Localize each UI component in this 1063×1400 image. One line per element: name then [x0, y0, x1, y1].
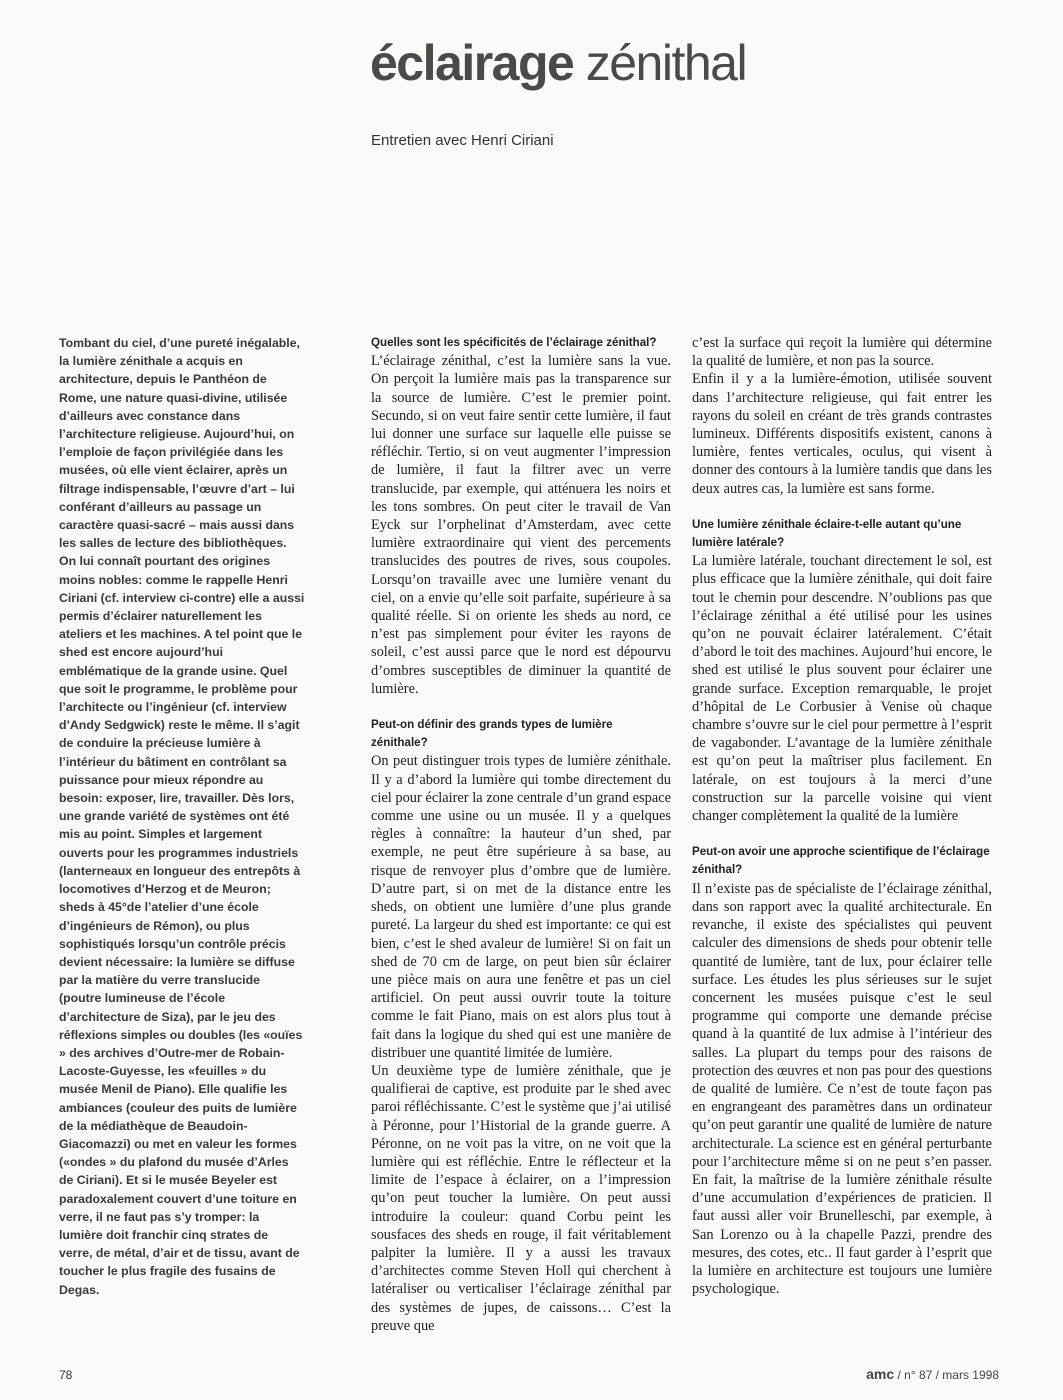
question-grands-types: Peut-on définir des grands types de lumière zénithale?: [371, 718, 613, 750]
answer-paragraph: c’est la surface qui reçoit la lumière qui détermine la qualité de lumière, et non pas la source.: [692, 335, 992, 370]
answer-paragraph: L’éclairage zénithal, c’est la lumière sans la vue. On perçoit la lumière mais pas la transparence sur la source de lumière. C’est le premier point. Secundo, si on veut faire sentir cette lumière, il faut lui donner une surface sur laquelle elle puisse se réfléchir. Tertio, si on veut augmenter l’impression de lumière, il faut la filtrer avec un verre translucide, par exemple, qui atténuera les noirs et les tons sombres. On peut citer le travail de Van Eyck sur l’orphelinat d’Amsterdam, avec cette lumière extraordinaire qui vient des percements translucides des poutres de rives, sous coupoles. Lorsqu’on travaille avec une lumière venant du ciel, on a envie qu’elle soit parfaite, supérieure à sa qualité réelle. Si on oriente les sheds au nord, ce n’est pas simplement pour éviter les rayons de soleil, c’est aussi parce que le nord est dépourvu d’ombres susceptibles de diminuer la quantité de lumière.: [371, 353, 671, 697]
column-3: [692, 334, 992, 1298]
magazine-name: amc: [866, 1366, 895, 1382]
column-2: [371, 334, 671, 1335]
answer-paragraph: Enfin il y a la lumière-émotion, utilisée souvent dans l’architecture religieuse, qui fait entrer les rayons du soleil en créant de très grands contrastes lumineux. Différents dispositifs existent, canons à lumière, fentes verticales, oculus, qui visent à donner des contours à la lumière tandis que dans les deux autres cas, la lumière est sans forme.: [692, 371, 992, 497]
article-title: [370, 35, 747, 91]
page-number: 78: [59, 1368, 73, 1382]
answer-paragraph: Il n’existe pas de spécialiste de l’éclairage zénithal, dans son rapport avec la qualité architecturale. En revanche, il existe des spécialistes qui peuvent calculer des dimensions de sheds pour obtenir telle quantité de lumière, tant de lux, pour éclairer telle surface. Les études les plus sérieuses sur le sujet concernent les musées puisque c’est le seul programme qui comporte une demande précise quand à la quantité de lux admise à l’intérieur des salles. La plupart du temps pour des raisons de protection des œuvres et non pas pour des questions de qualité de lumière. Ce n’est de toute façon pas en engrangeant des paramètres dans un ordinateur qu’on peut garantir une qualité de lumière de nature architecturale. La science est en général perturbante pour l’architecture même si on ne peut s’en passer. En fait, la maîtrise de la lumière zénithale résulte d’une accumulation d’expériences de praticien. Il faut aussi aller voir Brunelleschi, par exemple, à San Lorenzo ou à la chapelle Pazzi, prendre des mesures, des cotes, etc.. Il faut garder à l’esprit que la lumière en architecture est toujours une lumière psychologique.: [692, 880, 992, 1298]
answer-paragraph: La lumière latérale, touchant directement le sol, est plus efficace que la lumière zénithale, qui doit faire tout le chemin pour descendre. N’oublions pas que l’éclairage zénithal a été utilisé pour les usines qu’on ne pouvait éclairer latéralement. C’était d’abord le toit des machines. Aujourd’hui encore, le shed est utilisé le plus souvent pour éclairer une grande surface. Exception remarquable, le projet d’hôpital de Le Corbusier à Venise où chaque chambre s’ouvre sur le ciel pour permettre à l’esprit de vagabonder. L’avantage de la lumière zénithale est qu’on peut la maîtriser plus facilement. En latérale, on est toujours à la merci d’une construction sur la parcelle voisine qui vient changer complètement la qualité de la lumière: [692, 553, 992, 825]
title-rest: zénithal: [573, 35, 747, 91]
title-bold-word: éclairage: [370, 35, 574, 91]
question-lumiere-laterale: Une lumière zénithale éclaire-t-elle autant qu’une lumière latérale?: [692, 517, 962, 550]
answer-paragraph: On peut distinguer trois types de lumière zénithale. Il y a d’abord la lumière qui tombe directement du ciel pour éclairer la zone centrale d’un grand espace comme une usine ou un musée. Il y a quelques règles à connaître: la hauteur d’un shed, par exemple, ne peut être supérieure à sa base, au risque de renvoyer plus d’ombre que de lumière. D’autre part, si on met de la distance entre les sheds, on obtient une lumière d’une plus grande pureté. La largeur du shed est importante: ce qui est bien, c’est le shed avaleur de lumière! Si on fait un shed de 70 cm de large, on peut bien sûr éclairer une pièce mais on aura une fenêtre et pas un ciel artificiel. On peut aussi ouvrir toute la toiture comme le fait Piano, mais on est alors plus tout à fait dans la logique du shed qui est une manière de distribuer une quantité limitée de lumière.: [371, 753, 671, 1061]
question-specificites: Quelles sont les spécificités de l’éclairage zénithal?: [371, 336, 657, 349]
publication-footer: [866, 1366, 999, 1382]
intro-paragraph: Tombant du ciel, d’une pureté inégalable, la lumière zénithale a acquis en architecture, depuis le Panthéon de Rome, une nature quasi-divine, utilisée d’ailleurs avec constance dans l’architecture religieuse. Aujourd’hui, on l’emploie de façon privilégiée dans les musées, où elle vient éclairer, après un filtrage indispensable, l’œuvre d’art – lui conférant d’ailleurs au passage un caractère quasi-sacré – mais aussi dans les salles de lecture des bibliothèques. On lui connaît pourtant des origines moins nobles: comme le rappelle Henri Ciriani (cf. interview ci-contre) elle a aussi permis d’éclairer naturellement les ateliers et les machines. A tel point que le shed est encore aujourd’hui emblématique de la grande usine. Quel que soit le programme, le problème pour l’architecte ou l’ingénieur (cf. interview d’Andy Sedgwick) reste le même. Il s’agit de conduire la précieuse lumière à l’intérieur du bâtiment en contrôlant sa puissance pour mieux répondre au besoin: exposer, lire, travailler. Dès lors, une grande variété de systèmes ont été mis au point. Simples et largement ouverts pour les programmes industriels (lanterneaux en longueur des entrepôts à locomotives d’Herzog et de Meuron; sheds à 45°de l’atelier d’une école d’ingénieurs de Rémon), ou plus sophistiqués lorsqu’un contrôle précis devient nécessaire: la lumière se diffuse par la matière du verre translucide (poutre lumineuse de l’école d’architecture de Siza), par le jeu des réflexions simples ou doubles (les «ouïes » des archives d’Outre-mer de Robain-Lacoste-Guyesse, les «feuilles » du musée Menil de Piano). Elle qualifie les ambiances (couleur des puits de lumière de la médiathèque de Beaudoin-Giacomazzi) ou met en valeur les formes («ondes » du plafond du musée d’Arles de Ciriani). Et si le musée Beyeler est paradoxalement couvert d’une toiture en verre, il ne faut pas s’y tromper: la lumière doit franchir cinq strates de verre, de métal, d’air et de tissu, avant de toucher le plus fragile des fusains de Degas.: [59, 336, 305, 1297]
issue-info: / n° 87 / mars 1998: [894, 1368, 999, 1382]
article-subtitle: Entretien avec Henri Ciriani: [371, 132, 554, 149]
answer-paragraph: Un deuxième type de lumière zénithale, que je qualifierai de captive, est produite par le shed avec paroi réfléchissante. C’est le système que j’ai utilisé à Péronne, pour l’Historial de la grande guerre. A Péronne, on ne voit pas la vitre, on ne voit que la lumière qui est réfléchie. Entre le réflecteur et la limite de l’espace à éclairer, on a l’impression qu’on peut toucher la lumière. On peut aussi introduire la couleur: quand Corbu peint les sousfaces des sheds en rouge, il fait véritablement palpiter la lumière. Il y a aussi les travaux d’architectes comme Steven Holl qui cherchent à latéraliser ou verticaliser l’éclairage zénithal par des systèmes de jupes, de caissons… C’est la preuve que: [371, 1062, 671, 1334]
question-approche-scientifique: Peut-on avoir une approche scientifique de l’éclairage zénithal?: [692, 845, 990, 877]
